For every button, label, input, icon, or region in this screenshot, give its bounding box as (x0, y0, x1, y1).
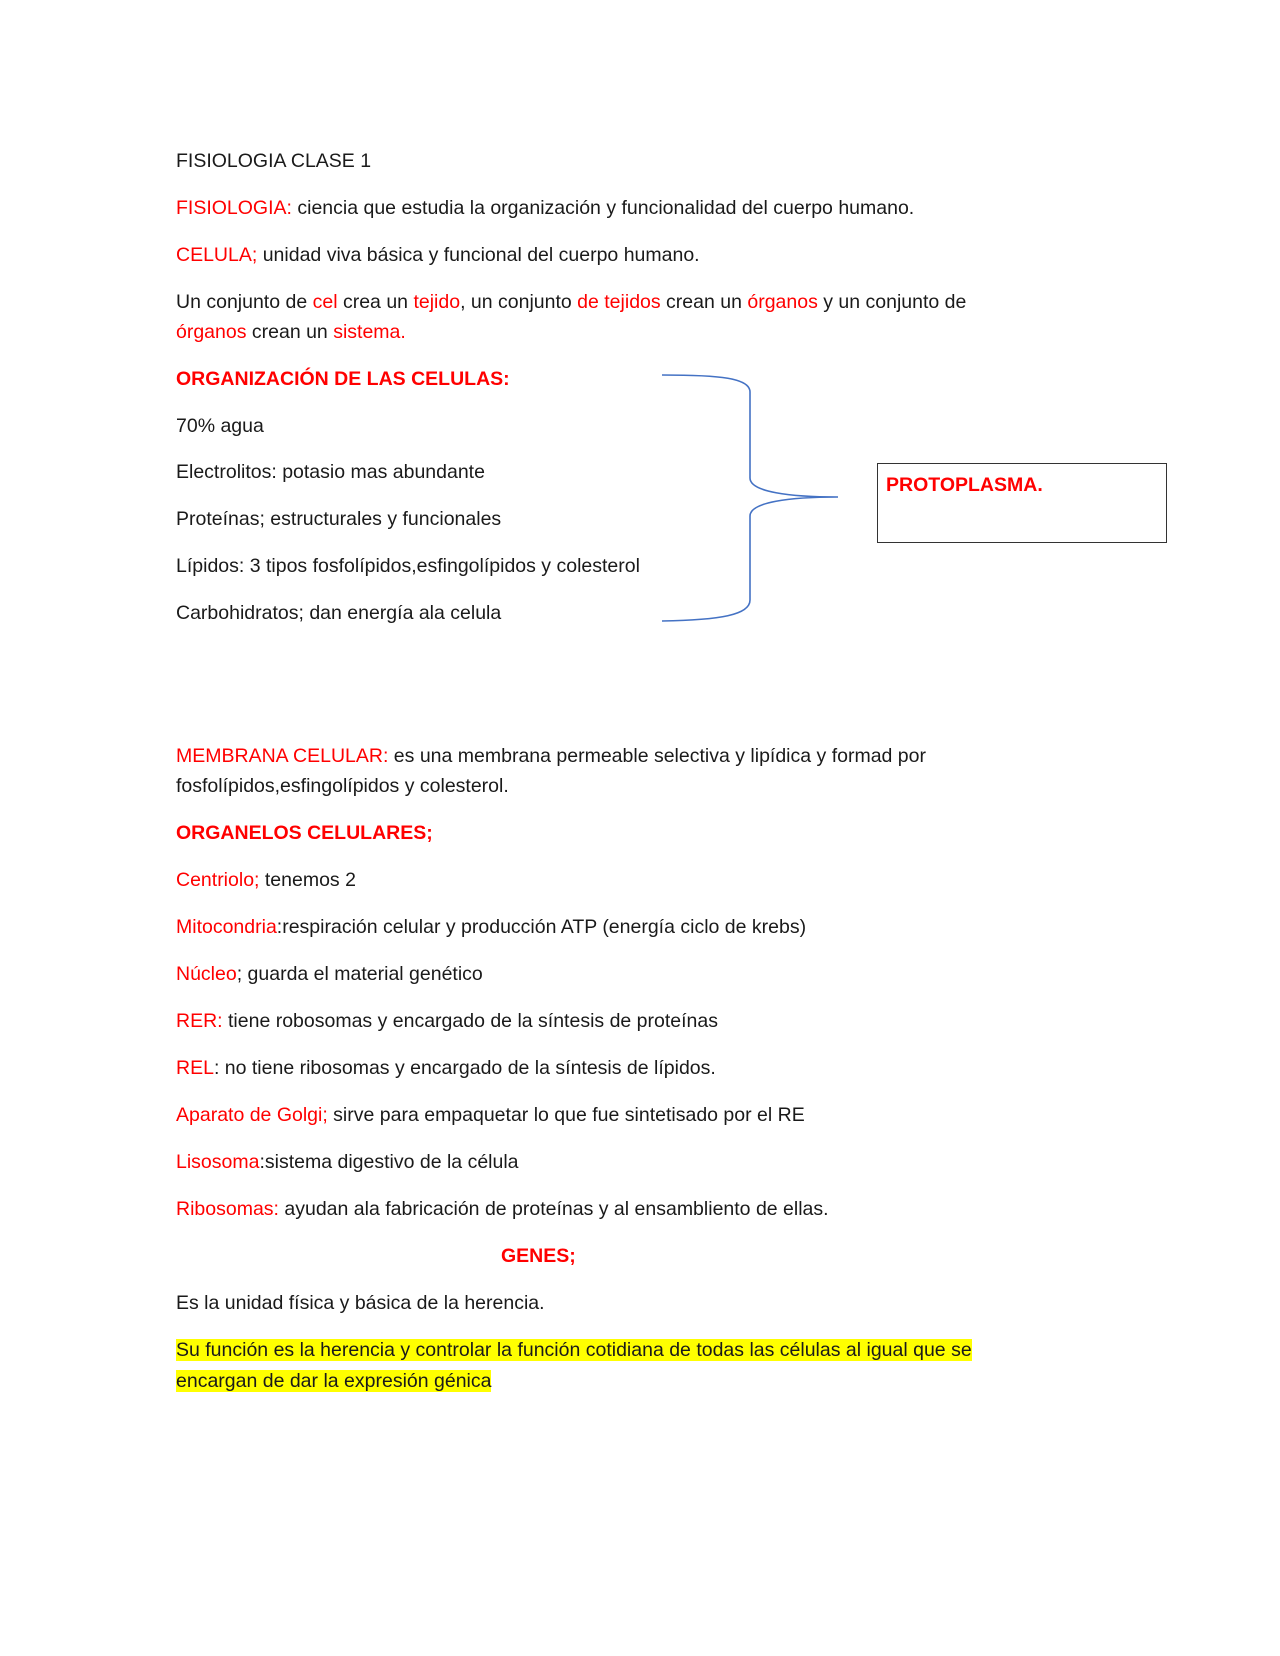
organizacion-heading: ORGANIZACIÓN DE LAS CELULAS: (176, 368, 510, 390)
highlight-term: sistema. (333, 321, 406, 343)
text: crean un (246, 321, 334, 343)
protoplasma-box (877, 463, 1167, 543)
term: MEMBRANA CELULAR: (176, 745, 389, 767)
organizacion-item: Lípidos: 3 tipos fosfolípidos,esfingolípidos y colesterol (176, 555, 640, 577)
definition-text: tenemos 2 (259, 869, 356, 891)
organelo-item (176, 1006, 718, 1036)
organelo-item (176, 959, 483, 989)
term: FISIOLOGIA: (176, 197, 292, 219)
term: Centriolo; (176, 869, 260, 891)
protoplasma-label: PROTOPLASMA. (886, 474, 1043, 496)
term: Lisosoma (176, 1151, 260, 1173)
genes-heading: GENES; (501, 1245, 576, 1267)
page-title: FISIOLOGIA CLASE 1 (176, 150, 372, 172)
organelo-item (176, 1147, 519, 1177)
definition-text: ciencia que estudia la organización y funcionalidad del cuerpo humano. (291, 197, 915, 219)
organelos-heading: ORGANELOS CELULARES; (176, 822, 433, 844)
organelo-item (176, 1100, 805, 1130)
term: CELULA; (176, 244, 258, 266)
organizacion-item: Carbohidratos; dan energía ala celula (176, 602, 502, 624)
organizacion-item: 70% agua (176, 415, 264, 437)
genes-definition: Es la unidad física y básica de la herencia. (176, 1292, 545, 1314)
highlight-term: de tejidos (577, 291, 661, 313)
organizacion-item: Proteínas; estructurales y funcionales (176, 508, 502, 530)
definition-text: :respiración celular y producción ATP (energía ciclo de krebs) (276, 916, 807, 938)
organelo-item (176, 865, 356, 895)
definition-text: ; guarda el material genético (236, 963, 483, 985)
term: Núcleo (176, 963, 237, 985)
definition-text: : no tiene ribosomas y encargado de la síntesis de lípidos. (213, 1057, 716, 1079)
highlight-term: órganos (747, 291, 818, 313)
highlight-term: órganos (176, 321, 247, 343)
term: Mitocondria (176, 916, 277, 938)
highlight-term: cel (312, 291, 338, 313)
text: crea un (337, 291, 414, 313)
organelo-item (176, 1053, 716, 1083)
membrana-line-2: fosfolípidos,esfingolípidos y colesterol. (176, 775, 509, 797)
text: y un conjunto de (817, 291, 967, 313)
highlighted-text: encargan de dar la expresión génica (176, 1370, 492, 1392)
term: REL (176, 1057, 214, 1079)
text: , un conjunto (460, 291, 578, 313)
membrana-line-1 (176, 741, 926, 771)
organelo-item (176, 1194, 829, 1224)
text: Un conjunto de (176, 291, 313, 313)
term: RER: (176, 1010, 223, 1032)
genes-highlight-line-2 (176, 1366, 491, 1396)
term: Ribosomas: (176, 1198, 279, 1220)
term: Aparato de Golgi; (176, 1104, 328, 1126)
highlight-term: tejido (413, 291, 461, 313)
highlighted-text: Su función es la herencia y controlar la función cotidiana de todas las células al igual que se (176, 1339, 972, 1361)
text: crean un (660, 291, 748, 313)
genes-highlight-line-1 (176, 1335, 972, 1365)
definition-text: unidad viva básica y funcional del cuerpo humano. (257, 244, 700, 266)
definition-text: ayudan ala fabricación de proteínas y al ensambliento de ellas. (278, 1198, 829, 1220)
definition-text: es una membrana permeable selectiva y lipídica y formad por (388, 745, 926, 767)
organizacion-item: Electrolitos: potasio mas abundante (176, 461, 485, 483)
definition-text: sirve para empaquetar lo que fue sintetisado por el RE (327, 1104, 805, 1126)
organelo-item (176, 912, 806, 942)
definition-text: :sistema digestivo de la célula (259, 1151, 519, 1173)
definition-text: tiene robosomas y encargado de la síntesis de proteínas (222, 1010, 718, 1032)
